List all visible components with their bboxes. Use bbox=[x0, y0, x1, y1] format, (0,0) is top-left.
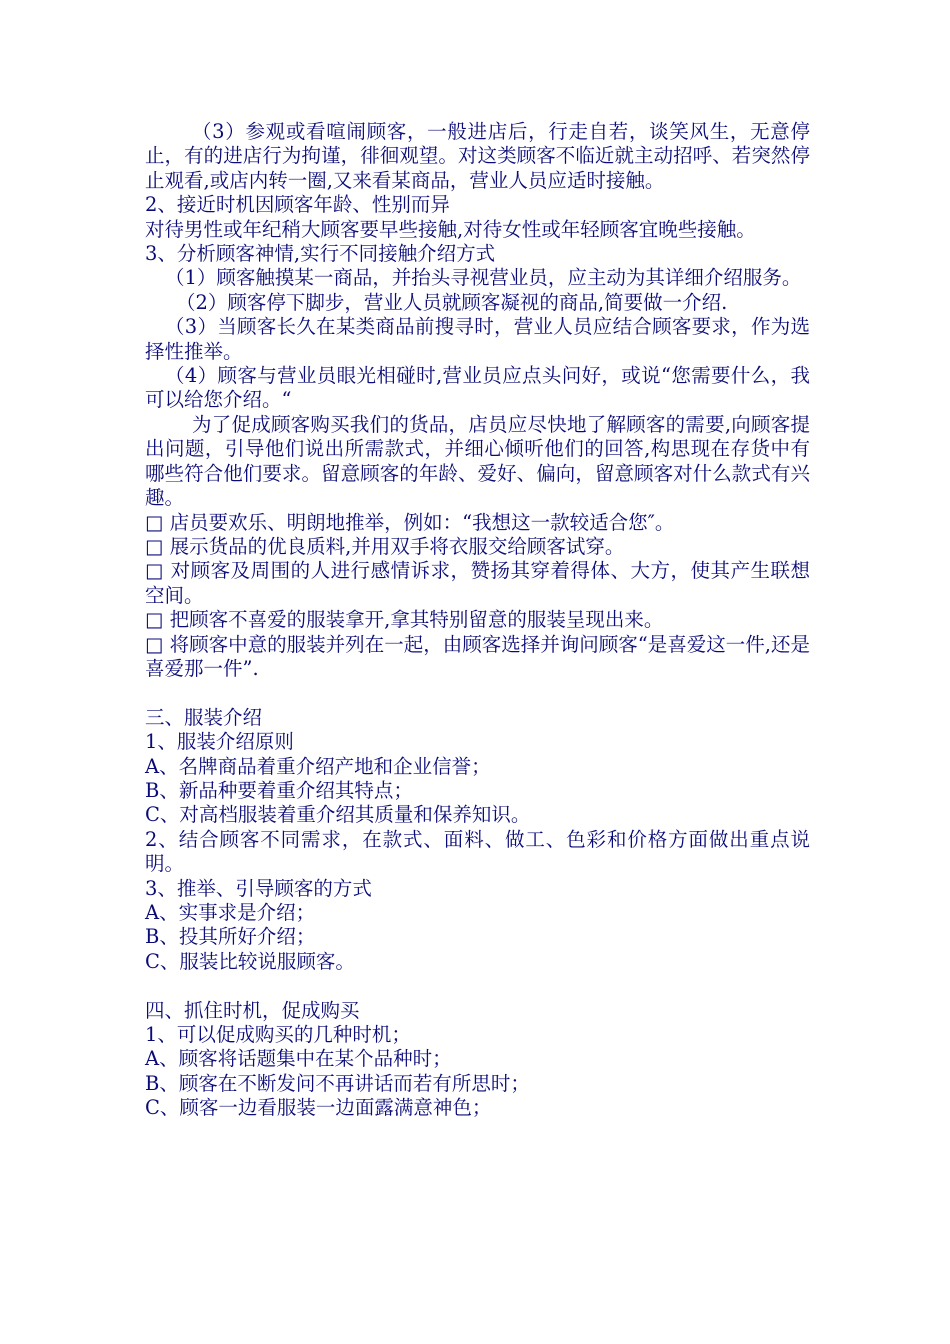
blank-line bbox=[145, 681, 810, 705]
subheading-different-needs: 2、结合顾客不同需求，在款式、面料、做工、色彩和价格方面做出重点说明。 bbox=[145, 827, 810, 876]
list-item-method-a: A、实事求是介绍； bbox=[145, 900, 316, 924]
section-heading-seize-opportunity: 四、抓住时机，促成购买 bbox=[145, 998, 360, 1022]
subheading-recommend-methods: 3、推举、引导顾客的方式 bbox=[145, 876, 372, 900]
subheading-intro-principles: 1、服装介绍原则 bbox=[145, 730, 294, 754]
section-heading-clothing-intro: 三、服装介绍 bbox=[145, 705, 263, 729]
heading-timing-by-age-gender: 2、接近时机因顾客年龄、性别而异 bbox=[145, 193, 450, 217]
list-item-expression-2: （2）顾客停下脚步，营业人员就顾客凝视的商品,简要做一介绍. bbox=[176, 290, 728, 314]
blank-line bbox=[145, 974, 810, 998]
paragraph-promote-purchase: 为了促成顾客购买我们的货品，店员应尽快地了解顾客的需要,向顾客提出问题，引导他们说出所需款式，并细心倾听他们的回答,构思现在存货中有哪些符合他们要求。留意顾客的年龄、爱好、偏向，留意顾客对什么款式有兴趣。 bbox=[145, 412, 810, 510]
bullet-item-5: □ 将顾客中意的服装并列在一起，由顾客选择并询问顾客“是喜爱这一件,还是喜爱那一件”. bbox=[145, 632, 810, 680]
list-item-expression-1: （1）顾客触摸某一商品，并抬头寻视营业员，应主动为其详细介绍服务。 bbox=[165, 266, 802, 290]
list-item-method-b: B、投其所好介绍； bbox=[145, 925, 316, 949]
paragraph-timing-by-age-gender: 对待男性或年纪稍大顾客要早些接触,对待女性或年轻顾客宜晚些接触。 bbox=[145, 217, 756, 241]
list-item-moment-b: B、顾客在不断发问不再讲话而若有所思时； bbox=[145, 1071, 530, 1095]
list-item-expression-4: （4）顾客与营业员眼光相碰时,营业员应点头问好，或说“您需要什么，我可以给您介绍。“ bbox=[145, 364, 810, 412]
document-body bbox=[145, 120, 810, 1121]
bullet-item-3: □ 对顾客及周围的人进行感情诉求，赞扬其穿着得体、大方，使其产生联想空间。 bbox=[145, 559, 810, 607]
bullet-item-4: □ 把顾客不喜爱的服装拿开,拿其特别留意的服装呈现出来。 bbox=[145, 608, 664, 632]
bullet-item-1: □ 店员要欢乐、明朗地推举，例如：“我想这一款较适合您″。 bbox=[145, 510, 675, 534]
list-item-moment-c: C、顾客一边看服装一边面露满意神色； bbox=[145, 1096, 492, 1120]
bullet-item-2: □ 展示货品的优良质料,并用双手将衣服交给顾客试穿。 bbox=[145, 534, 625, 558]
heading-analyze-expression: 3、分析顾客神情,实行不同接触介绍方式 bbox=[145, 242, 496, 266]
paragraph-browsing-customers: （3）参观或看喧闹顾客，一般进店后，行走自若，谈笑风生，无意停止，有的进店行为拘谨，徘徊观望。对这类顾客不临近就主动招呼、若突然停止观看,或店内转一圈,又来看某商品，营业人员应适时接触。 bbox=[145, 120, 810, 192]
list-item-moment-a: A、顾客将话题集中在某个品种时； bbox=[145, 1047, 452, 1071]
list-item-principle-b: B、新品种要着重介绍其特点； bbox=[145, 778, 413, 802]
subheading-purchase-moments: 1、可以促成购买的几种时机； bbox=[145, 1023, 411, 1046]
list-item-principle-a: A、名牌商品着重介绍产地和企业信誉； bbox=[145, 754, 491, 778]
list-item-method-c: C、服装比较说服顾客。 bbox=[145, 949, 355, 973]
list-item-principle-c: C、对高档服装着重介绍其质量和保养知识。 bbox=[145, 803, 531, 827]
list-item-expression-3: （3）当顾客长久在某类商品前搜寻时，营业人员应结合顾客要求，作为选择性推举。 bbox=[145, 315, 810, 363]
